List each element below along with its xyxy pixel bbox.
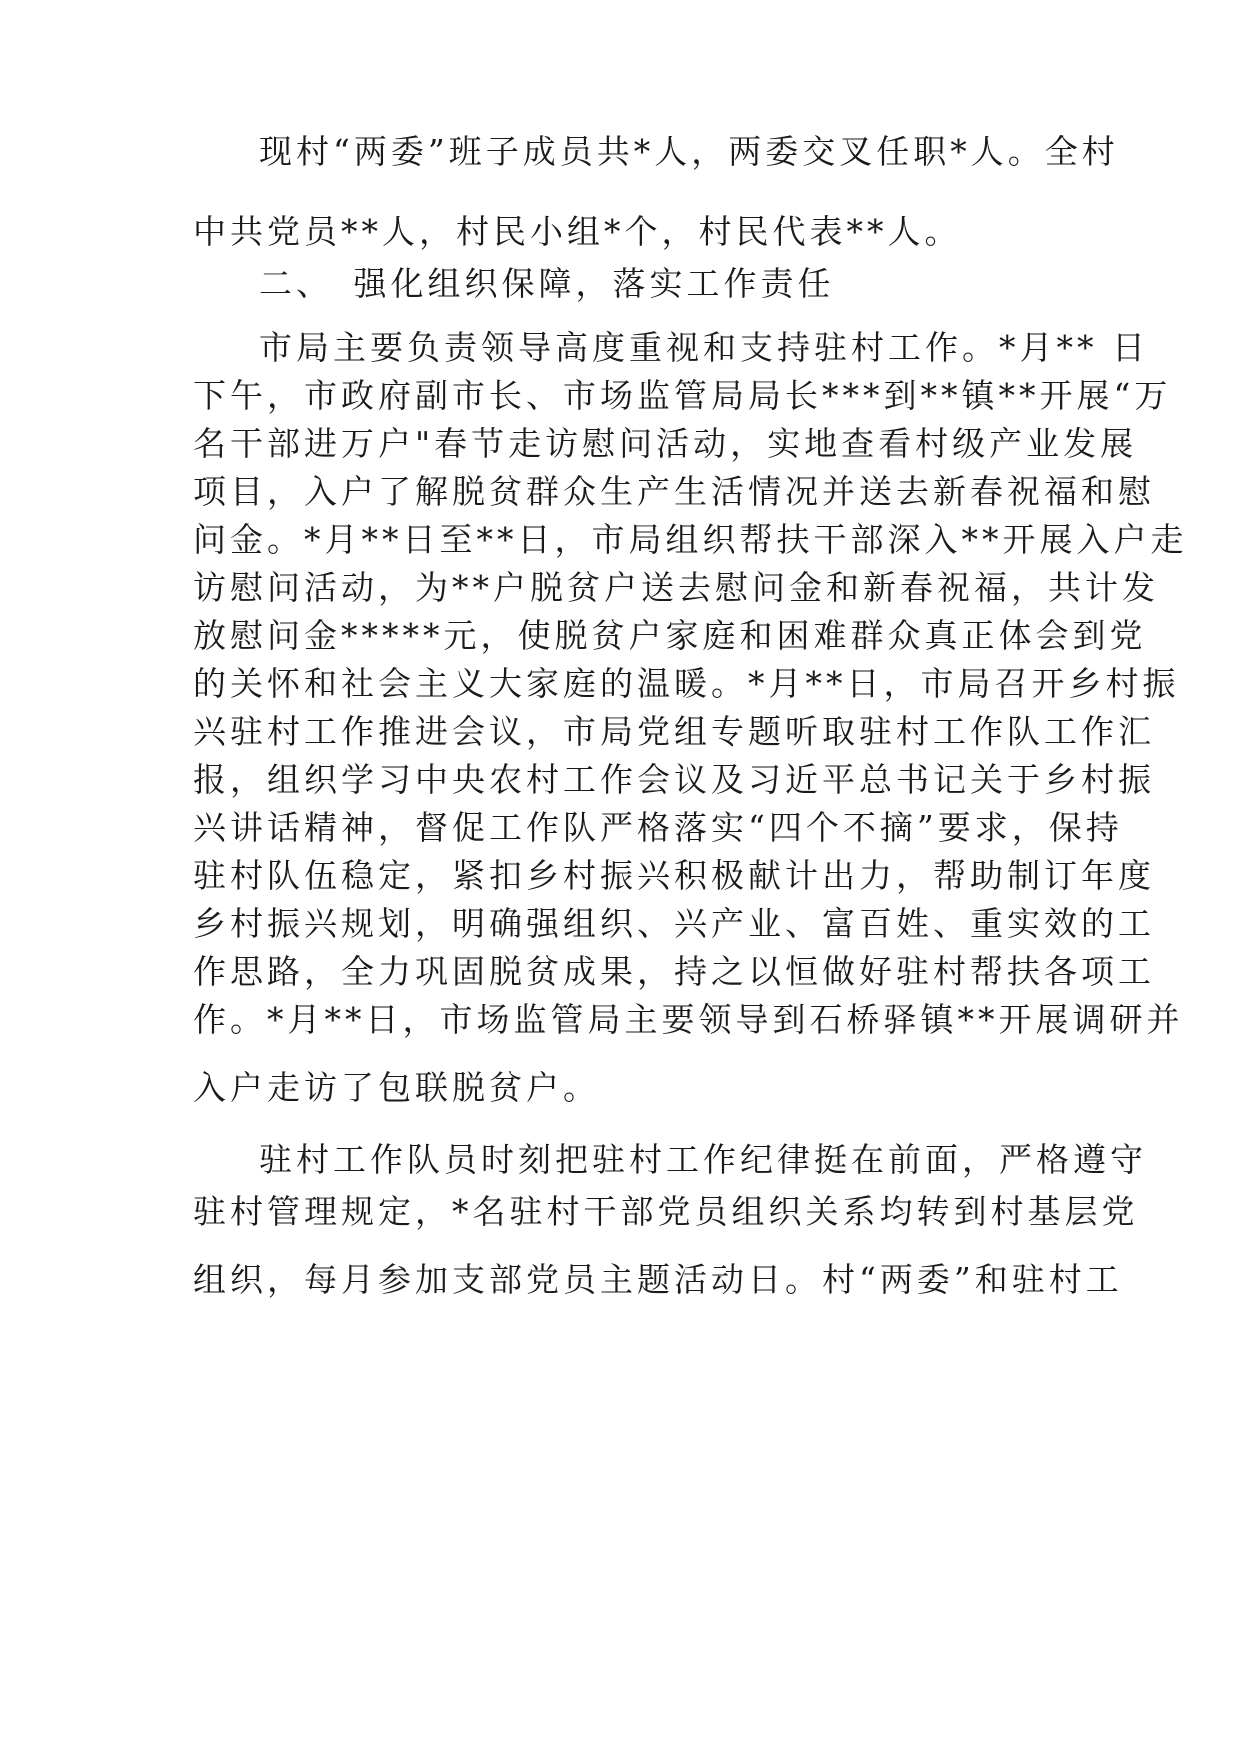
paragraph-line: 放慰问金*****元，使脱贫户家庭和困难群众真正体会到党	[193, 616, 1147, 655]
paragraph-line: 现村“两委”班子成员共*人，两委交叉任职*人。全村	[259, 132, 1119, 171]
paragraph-line: 中共党员**人，村民小组*个，村民代表**人。	[193, 212, 962, 251]
paragraph-line: 兴驻村工作推进会议，市局党组专题听取驻村工作队工作汇	[193, 712, 1155, 751]
paragraph-line: 作思路，全力巩固脱贫成果，持之以恒做好驻村帮扶各项工	[193, 952, 1155, 991]
paragraph-line: 组织，每月参加支部党员主题活动日。村“两委”和驻村工	[193, 1260, 1123, 1299]
paragraph-line: 报，组织学习中央农村工作会议及习近平总书记关于乡村振	[193, 760, 1155, 799]
paragraph-line: 驻村队伍稳定，紧扣乡村振兴积极献计出力，帮助制订年度	[193, 856, 1155, 895]
paragraph-line: 驻村管理规定，*名驻村干部党员组织关系均转到村基层党	[193, 1192, 1139, 1231]
paragraph-line: 的关怀和社会主义大家庭的温暖。*月**日，市局召开乡村振	[193, 664, 1180, 703]
paragraph-line: 作。*月**日，市场监管局主要领导到石桥驿镇**开展调研并	[193, 1000, 1184, 1039]
paragraph-line: 项目，入户了解脱贫群众生产生活情况并送去新春祝福和慰	[193, 472, 1155, 511]
section-heading: 二、 强化组织保障，落实工作责任	[259, 264, 835, 303]
paragraph-line: 访慰问活动，为**户脱贫户送去慰问金和新春祝福，共计发	[193, 568, 1159, 607]
paragraph-line: 名干部进万户"春节走访慰问活动，实地查看村级产业发展	[193, 424, 1138, 463]
paragraph-line: 驻村工作队员时刻把驻村工作纪律挺在前面，严格遵守	[259, 1140, 1147, 1179]
paragraph-line: 乡村振兴规划，明确强组织、兴产业、富百姓、重实效的工	[193, 904, 1155, 943]
paragraph-line: 市局主要负责领导高度重视和支持驻村工作。*月** 日	[259, 328, 1149, 367]
paragraph-line: 入户走访了包联脱贫户。	[193, 1068, 600, 1107]
paragraph-line: 兴讲话精神，督促工作队严格落实“四个不摘”要求，保持	[193, 808, 1123, 847]
paragraph-line: 问金。*月**日至**日，市局组织帮扶干部深入**开展入户走	[193, 520, 1188, 559]
paragraph-line: 下午，市政府副市长、市场监管局局长***到**镇**开展“万	[193, 376, 1172, 415]
